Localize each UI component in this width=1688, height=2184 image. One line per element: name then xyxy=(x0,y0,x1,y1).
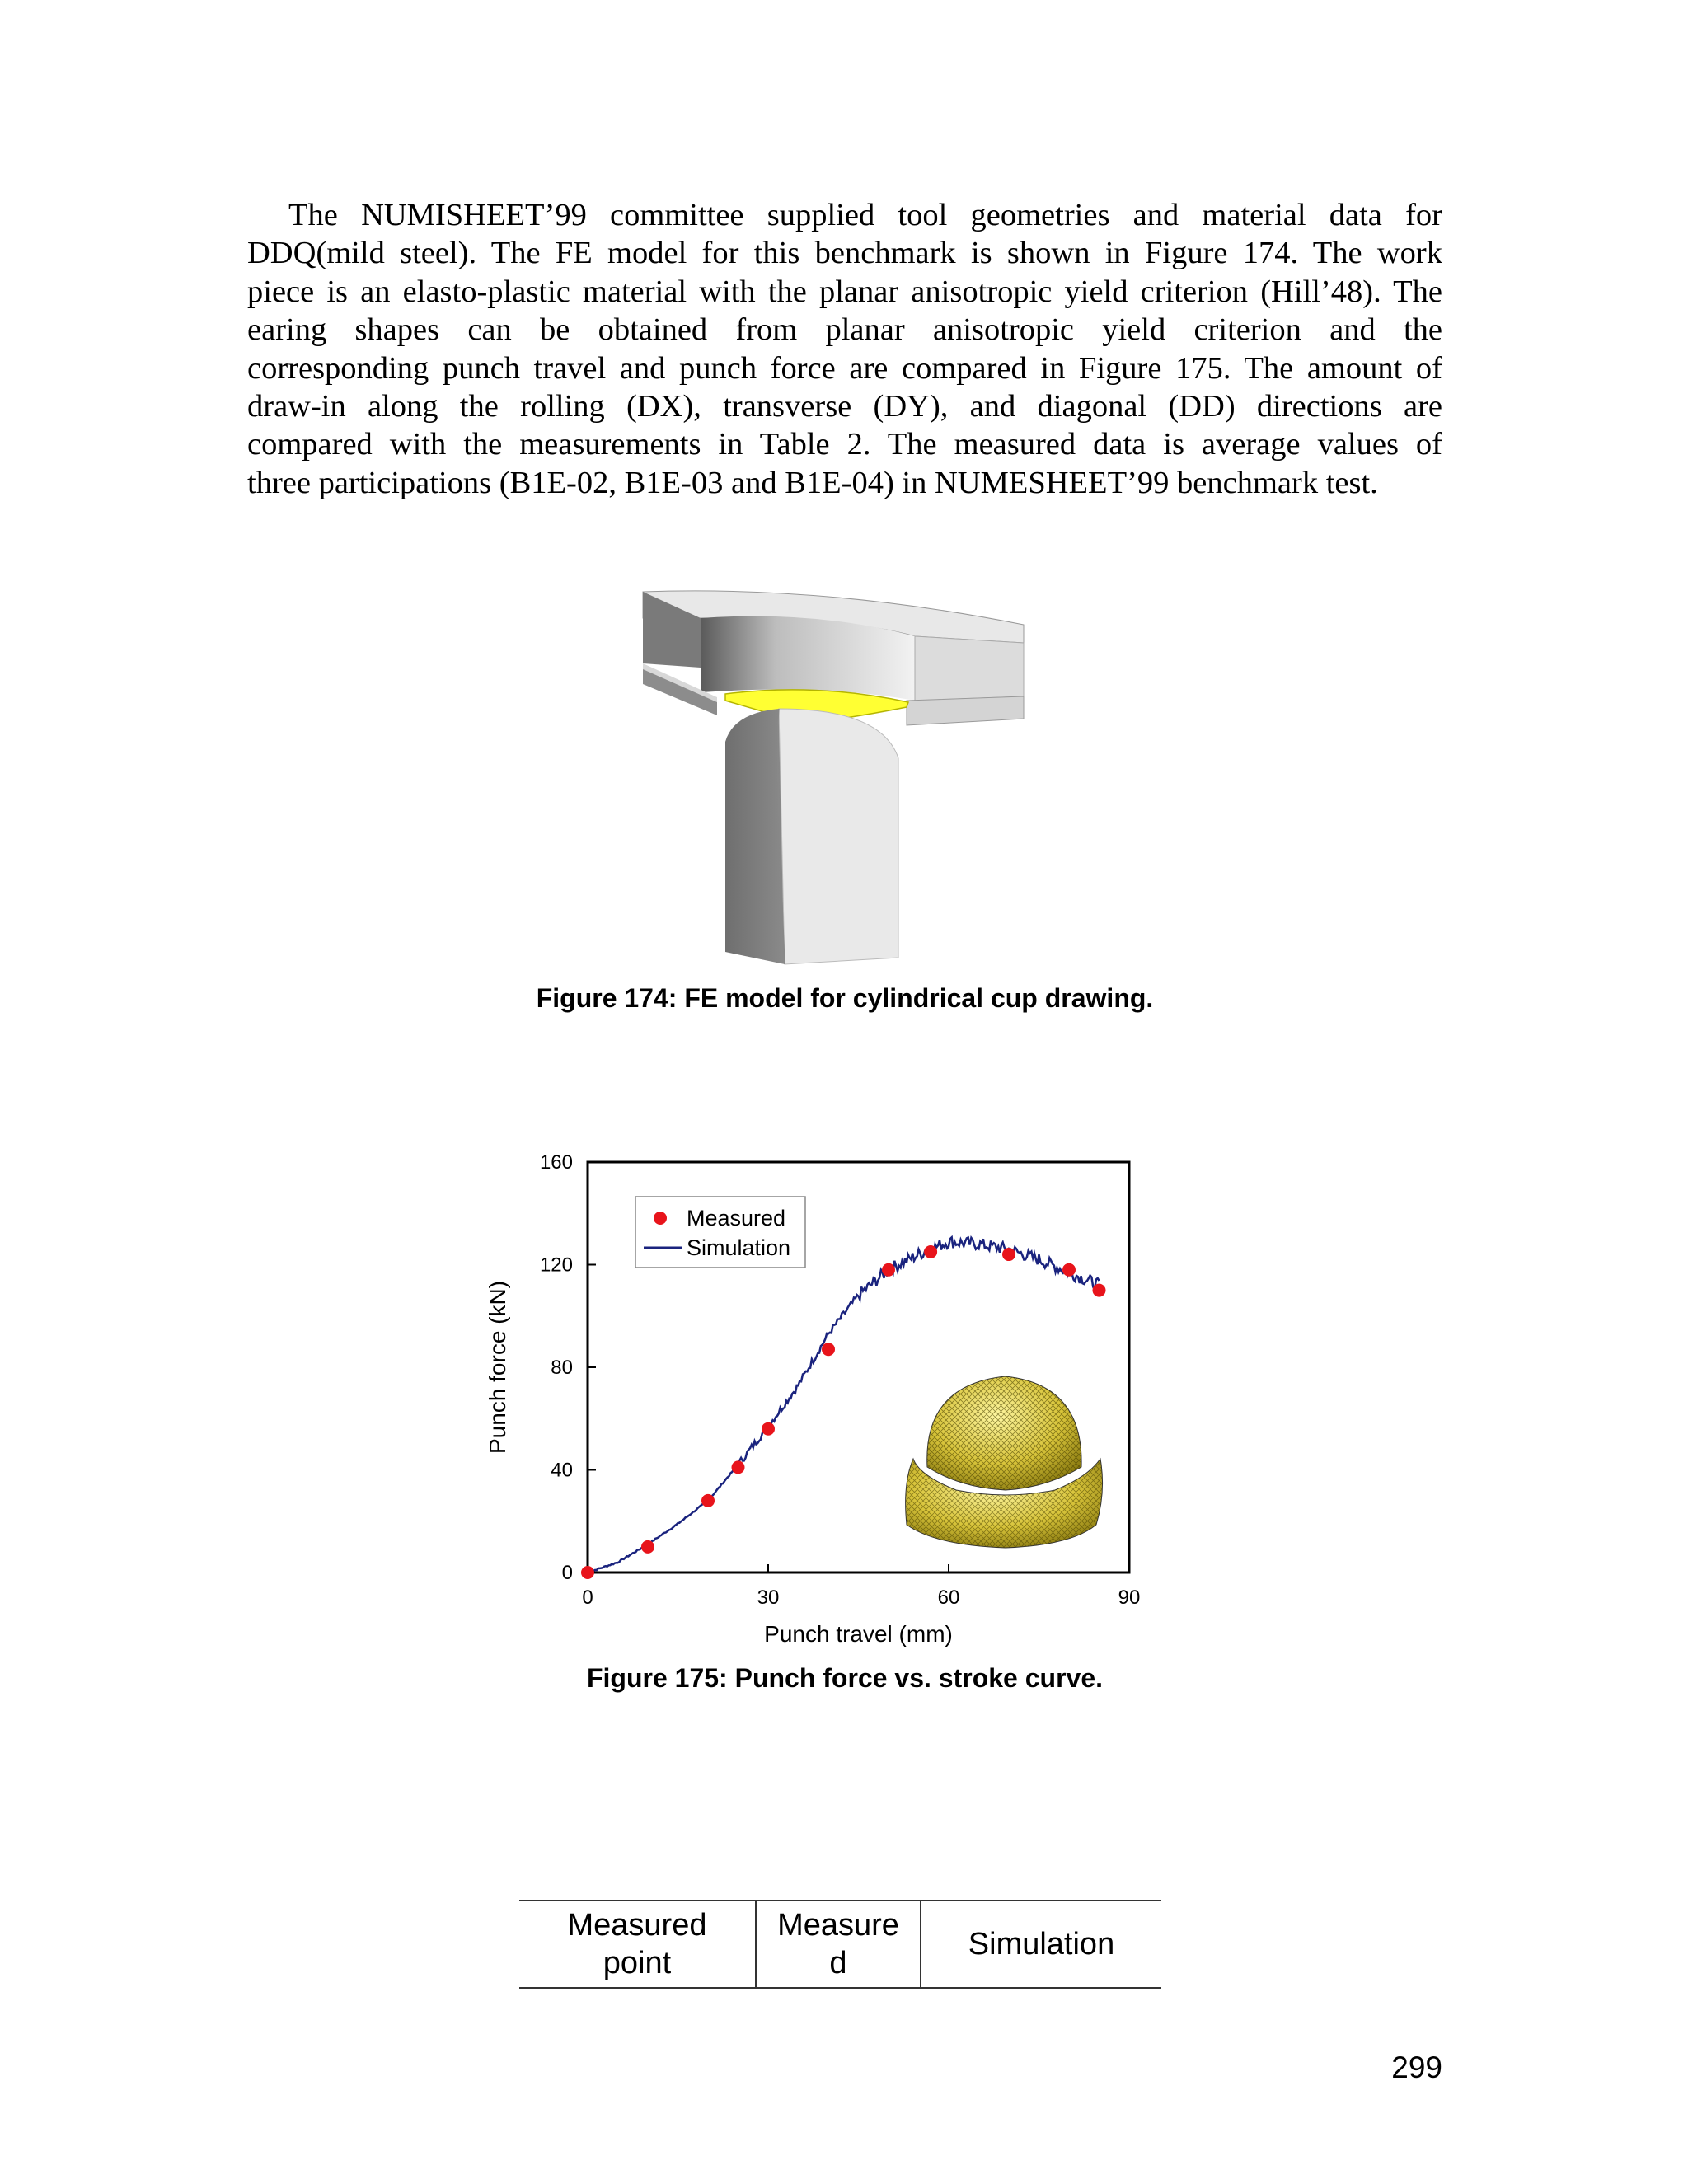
header-text: point xyxy=(603,1946,672,1980)
measured-point xyxy=(762,1422,775,1436)
x-tick-label: 30 xyxy=(757,1586,780,1609)
table-header-row xyxy=(519,1900,1161,1988)
punch-right-face xyxy=(779,709,898,964)
col-measured-point xyxy=(519,1900,756,1988)
paragraph-line: piece is an elasto-plastic material with the planar anisotropic yield criterion (Hill’48). The xyxy=(247,274,1442,309)
x-tick-label: 90 xyxy=(1118,1586,1141,1609)
measured-point xyxy=(1002,1248,1015,1261)
punch-left-face xyxy=(725,709,785,964)
measured-point xyxy=(1062,1263,1076,1277)
measured-point xyxy=(924,1245,937,1258)
measured-point xyxy=(1093,1284,1106,1297)
header-text: d xyxy=(829,1946,847,1980)
figure-174-caption: Figure 174: FE model for cylindrical cup drawing. xyxy=(536,983,1154,1013)
paragraph-line: earing shapes can be obtained from planar anisotropic yield criterion and the xyxy=(247,312,1442,348)
fe-model-figure xyxy=(610,577,1055,972)
y-tick-label: 40 xyxy=(551,1459,573,1482)
col-simulation xyxy=(921,1900,1161,1988)
deformed-cup-inset xyxy=(906,1376,1103,1548)
paragraph-line: corresponding punch travel and punch force are compared in Figure 175. The amount of xyxy=(247,350,1442,386)
legend-measured-marker xyxy=(654,1212,667,1225)
punch-force-chart xyxy=(462,1137,1170,1665)
col-measured xyxy=(756,1900,921,1988)
chart-plot-area xyxy=(485,1151,1140,1647)
paragraph-line: compared with the measurements in Table 2. The measured data is average values of xyxy=(247,427,1442,462)
header-text: Measured xyxy=(567,1908,707,1943)
paragraph-line: DDQ(mild steel). The FE model for this benchmark is shown in Figure 174. The work xyxy=(247,236,1442,271)
paragraph-line: The NUMISHEET’99 committee supplied tool geometries and material data for xyxy=(288,198,1442,232)
y-tick-label: 120 xyxy=(539,1254,573,1277)
blank-holder-right xyxy=(907,696,1024,725)
x-tick-label: 0 xyxy=(582,1586,593,1609)
figure-175-caption: Figure 175: Punch force vs. stroke curve. xyxy=(586,1663,1103,1693)
y-tick-label: 80 xyxy=(551,1357,573,1379)
paragraph-line: draw-in along the rolling (DX), transverse (DY), and diagonal (DD) directions are xyxy=(247,389,1442,424)
table-2 xyxy=(519,1900,1161,1989)
x-tick-label: 60 xyxy=(937,1586,960,1609)
die-right-face xyxy=(915,636,1024,701)
measured-point xyxy=(882,1263,895,1277)
y-tick-label: 0 xyxy=(561,1562,573,1584)
header-text: Measure xyxy=(777,1908,899,1943)
body-paragraph xyxy=(247,196,1442,502)
y-tick-label: 160 xyxy=(539,1151,573,1174)
x-axis-label: Punch travel (mm) xyxy=(764,1621,953,1647)
measured-point xyxy=(822,1343,835,1356)
page-number: 299 xyxy=(1391,2050,1442,2084)
legend-simulation-label: Simulation xyxy=(687,1235,791,1260)
measured-point xyxy=(701,1494,715,1507)
y-axis-label: Punch force (kN) xyxy=(485,1280,510,1455)
measured-point xyxy=(732,1460,745,1474)
paragraph-line: three participations (B1E-02, B1E-03 and B1E-04) in NUMESHEET’99 benchmark test. xyxy=(247,465,1378,500)
draw-in-table xyxy=(519,1900,1161,1989)
die-inner-wall xyxy=(701,616,915,701)
measured-point xyxy=(581,1566,594,1579)
legend-measured-label: Measured xyxy=(687,1206,786,1230)
measured-point xyxy=(641,1540,654,1554)
header-text: Simulation xyxy=(968,1927,1115,1961)
